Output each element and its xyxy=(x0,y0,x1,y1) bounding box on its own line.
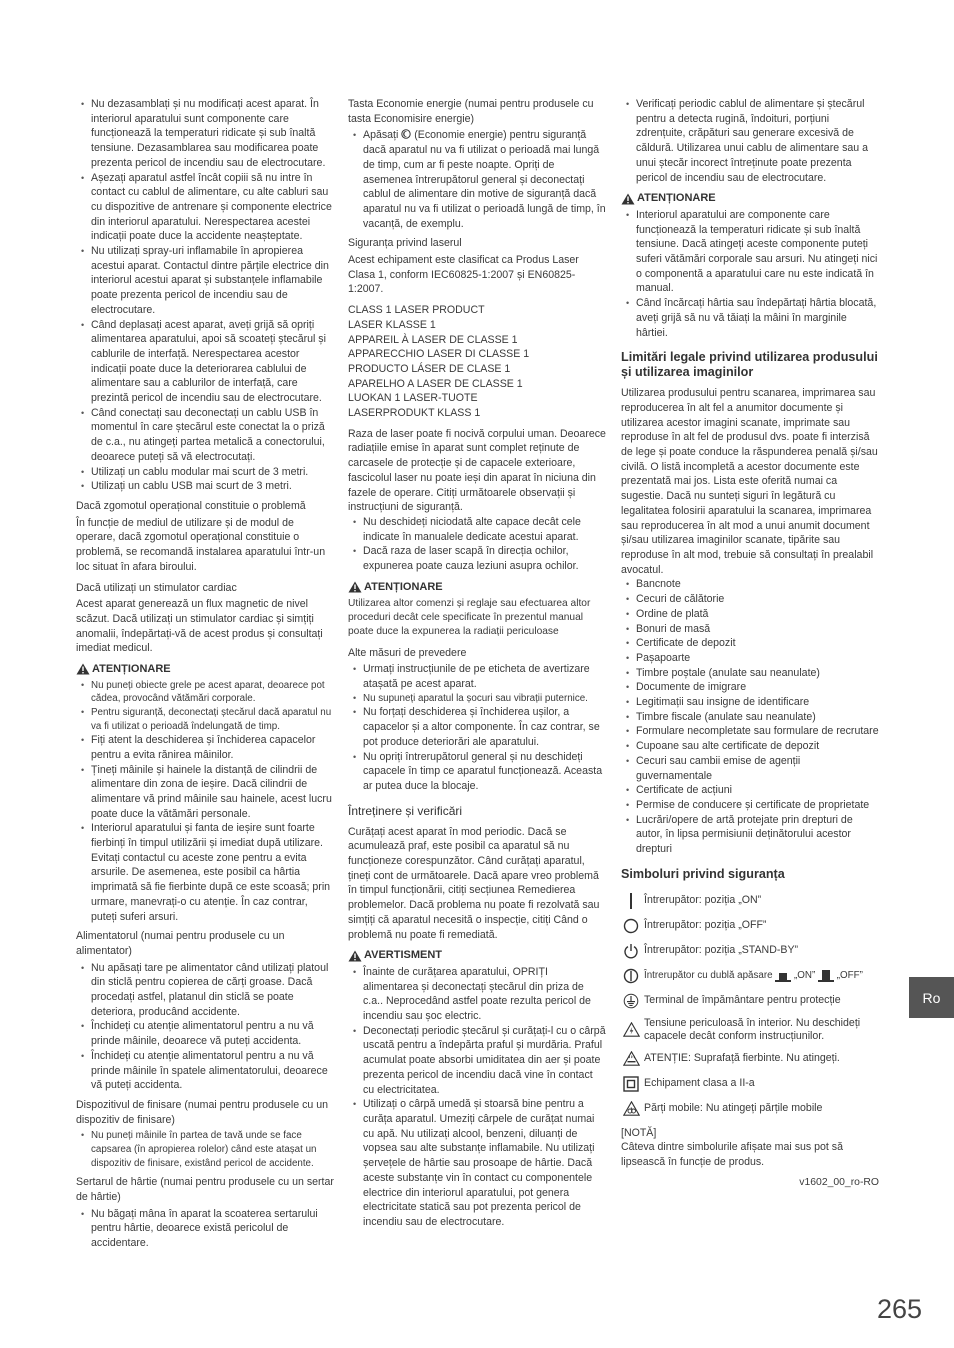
finisher-list xyxy=(76,1129,334,1170)
list-item: • Nu puneți obiecte grele pe acest aparat, deoarece pot cădea, provocând vătămări corporale. xyxy=(76,679,334,706)
laser-label: LASERPRODUKT KLASS 1 xyxy=(348,407,481,420)
caution-list-3 xyxy=(621,208,879,340)
list-item: • Utilizați un cablu modular mai scurt de 3 metri. xyxy=(76,465,334,480)
heading-legal-limitations: Limitări legale privind utilizarea produsului și utilizarea imaginilor xyxy=(621,350,878,380)
subheading-other-precautions: Alte măsuri de prevedere xyxy=(348,646,467,659)
list-item: • Bancnote xyxy=(621,577,879,592)
list-item: • Nu utilizați spray-uri inflamabile în apropierea acestui aparat. Contactul dintre părțile electrice din interiorul acestui aparat și substanțele inflamabile poate prezenta pericol de incendiu sau de electrocutare. xyxy=(76,244,334,318)
list-item: • Permise de conducere și certificate de proprietate xyxy=(621,798,879,813)
note-title: [NOTĂ] xyxy=(621,1126,657,1139)
caution-label: ATENȚIONARE xyxy=(364,580,443,593)
push-on-icon xyxy=(775,970,791,982)
energy-saver-text-pre: Apăsați xyxy=(363,129,399,142)
caution-label: ATENȚIONARE xyxy=(92,663,171,676)
symbol-row xyxy=(621,917,879,935)
list-item: • Urmați instrucțiunile de pe eticheta de avertizare atașată pe acest aparat. xyxy=(348,662,606,691)
laser-label: APARELHO A LASER DE CLASSE 1 xyxy=(348,377,523,390)
warning-triangle-icon xyxy=(76,663,90,675)
list-item: • Ordine de plată xyxy=(621,607,879,622)
list-item: • Deconectați periodic ștecărul și curățați-l cu o cârpă uscată pentru a îndepărta praful și murdăria. Praful acumulat poate absorbi umiditatea din aer și poate prezenta pericol de incendiu dacă vine în contact cu electricitatea. xyxy=(348,1024,606,1098)
subheading-energy-saver: Tasta Economie energie (numai pentru produsele cu tasta Economisire energie) xyxy=(348,98,594,125)
warning-triangle-icon xyxy=(348,950,362,962)
list-item: • Timbre fiscale (anulate sau neanulate) xyxy=(621,710,879,725)
push-off-label: „OFF” xyxy=(836,970,863,982)
list-item: • Fiți atent la deschiderea și închiderea capacelor pentru a evita rănirea mâinilor. xyxy=(76,733,334,762)
cleaning-list xyxy=(348,965,606,1230)
list-item: • Înainte de curățarea aparatului, OPRIȚI alimentarea și deconectați ștecărul din priza de c.a.. Neprocedând astfel poate rezulta pericol de incendiu sau șoc electric. xyxy=(348,965,606,1024)
subheading-feeder: Alimentatorul (numai pentru produsele cu un alimentator) xyxy=(76,930,285,957)
paragraph-legal: Utilizarea produsului pentru scanarea, imprimarea sau reproducerea în alt fel a anumitor documente și utilizarea acestor imagini scanate, imprimate sau reproduse în alt fel de produsul dvs. poate fi interzisă de lege și poate conduce la răspunderea penală și/sau civilă. O listă incompletă a acestor documente este prezentată mai jos. Lista este oferită numai ca sugestie. Dacă nu sunteți siguri în legătură cu legalitatea folosirii aparatului la scanarea, imprimarea sau reproducerea în alt mod a unui anumit document și/sau utilizarea imaginilor scanate, tipărite sau reproduse în alt mod, trebuie să consultați în prealabil avocatul. xyxy=(621,387,878,576)
list-item: • Nu opriți întrerupătorul general și nu deschideți capacele în timp ce aparatul funcționează. Aceasta ar putea duce la blocaje. xyxy=(348,750,606,794)
list-item: • Închideți cu atenție alimentatorul pentru a nu vă prinde mâinile, deoarece vă puteți accidenta. xyxy=(76,1019,334,1048)
list-item: • Utilizați o cârpă umedă și stoarsă bine pentru a curăța aparatul. Umeziți cârpele de curățat numai cu apă. Nu utilizați alcool, benzeni, diluanți de vopsea sau alte substanțe inflamabile. Nu utilizați șervețele de hârtie sau prosoape de hârtie. Dacă aceste substanțe vin în contact cu componentele electrice din interiorul aparatului, pot genera electricitate statică sau pot prezenta pericol de incendiu sau de electrocutare. xyxy=(348,1097,606,1229)
laser-label: LUOKAN 1 LASER-TUOTE xyxy=(348,392,478,405)
list-item: • Așezați aparatul astfel încât copiii să nu intre în contact cu cablul de alimentare, cu alte cabluri sau cu dispozitive de antrenare și componente electrice din interiorul aparatului. Nerespectarea acestei indicații poate duce la accidente neașteptate. xyxy=(76,171,334,245)
class-ii-icon xyxy=(623,1076,639,1092)
symbol-row xyxy=(621,992,879,1010)
subheading-noise: Dacă zgomotul operațional constituie o problemă xyxy=(76,499,306,512)
paragraph-noise: În funcție de mediul de utilizare și de modul de operare, dacă zgomotul operațional constituie o problemă, se recomandă instalarea aparatului într-un loc situat în afara biroului. xyxy=(76,516,326,573)
subheading-laser-safety: Siguranța privind laserul xyxy=(348,237,462,250)
moving-parts-icon xyxy=(623,1101,640,1116)
symbol-label: Întrerupător: poziția „STAND-BY” xyxy=(644,944,799,957)
symbol-row xyxy=(621,967,879,985)
caution-heading xyxy=(348,580,606,595)
version-code: v1602_00_ro-RO xyxy=(799,1176,879,1188)
list-item: • Când conectați sau deconectați un cablu USB în momentul în care ștecărul este conectat la o priză de c.a., nu atingeți partea metalică a conectorului, deoarece puteți să vă electrocutați. xyxy=(76,406,334,465)
symbol-row xyxy=(621,1017,879,1043)
symbol-row xyxy=(621,1075,879,1093)
paragraph-laser-class: Acest echipament este clasificat ca Produs Laser Clasa 1, conform IEC60825-1:2007 și EN60825-1:2007. xyxy=(348,254,579,296)
list-item: • Lucrări/opere de artă protejate prin drepturi de autor, în lipsa permisiunii deținătorului acestor drepturi xyxy=(621,813,879,857)
standby-icon xyxy=(623,943,639,959)
energy-saver-list xyxy=(348,128,606,231)
caution-label: ATENȚIONARE xyxy=(637,192,716,205)
heading-safety-symbols: Simboluri privind siguranța xyxy=(621,866,785,881)
column-2 xyxy=(348,97,606,1235)
ground-icon xyxy=(623,993,639,1009)
precautions-list xyxy=(348,662,606,793)
note-text: Câteva dintre simbolurile afișate mai sus pot să lipsească în funcție de produs. xyxy=(621,1141,843,1169)
symbol-label: Părți mobile: Nu atingeți părțile mobile xyxy=(644,1102,823,1115)
laser-class-labels xyxy=(348,303,606,421)
paragraph-radiation: Utilizarea altor comenzi și reglaje sau efectuarea altor proceduri decât cele specificate în prezentul manual poate duce la expunerea la radiații periculoase xyxy=(348,597,591,638)
caution-list-1 xyxy=(76,679,334,925)
restricted-documents-list xyxy=(621,577,879,856)
list-item: • Interiorul aparatului și fanta de ieșire sunt foarte fierbinți în timpul utilizării și imediat după utilizare. Evitați contactul cu aceste zone pentru a evita arsurile. De asemenea, este posibil ca hârtia imprimată să fie fierbinte după ce este scoasă; prin urmare, manevrați-o cu atenție. În caz contrar, puteți suferi arsuri. xyxy=(76,821,334,924)
subheading-paper-drawer: Sertarul de hârtie (numai pentru produsele cu un sertar de hârtie) xyxy=(76,1176,334,1203)
energy-saver-icon xyxy=(401,129,411,139)
list-item: • Documente de imigrare xyxy=(621,680,879,695)
push-push-text: Întrerupător cu dublă apăsare xyxy=(644,970,773,982)
heading-maintenance: Întreținere și verificări xyxy=(348,803,463,818)
list-item: • Dacă raza de laser scapă în direcția ochilor, expunerea poate cauza leziuni asupra ochilor. xyxy=(348,544,606,573)
list-item: • Timbre poștale (anulate sau neanulate) xyxy=(621,666,879,681)
symbol-row xyxy=(621,892,879,910)
power-off-icon xyxy=(623,918,639,934)
paragraph-laser-harm: Raza de laser poate fi nocivă corpului uman. Deoarece radiațiile emise în aparat sunt complet reținute de carcasele de protecție și de capacele exterioare, fascicolul laser nu poate ieși din aparat în niciuna din fazele de operare. Citiți următoarele observații și instrucțiuni de siguranță. xyxy=(348,427,606,514)
list-item: • Certificate de acțiuni xyxy=(621,783,879,798)
laser-label: APPARECCHIO LASER DI CLASSE 1 xyxy=(348,348,530,361)
list-item: • Utilizați un cablu USB mai scurt de 3 metri. xyxy=(76,479,334,494)
list-item xyxy=(348,128,606,231)
caution-heading xyxy=(76,662,334,677)
safety-list-1 xyxy=(76,97,334,494)
list-item: • Nu forțați deschiderea și închiderea ușilor, a capacelor și a altor componente. În caz contrar, se pot produce deteriorări ale aparatului. xyxy=(348,705,606,749)
list-item: • Formulare necompletate sau formulare de recrutare xyxy=(621,724,879,739)
symbol-row xyxy=(621,1050,879,1068)
symbol-label: ATENȚIE: Suprafață fierbinte. Nu atingeți. xyxy=(644,1052,840,1065)
list-item: • Cecuri de călătorie xyxy=(621,592,879,607)
paper-drawer-list xyxy=(76,1207,334,1251)
page-number: 265 xyxy=(876,1294,922,1324)
list-item: • Verificați periodic cablul de alimentare și ștecărul pentru a detecta rugină, îndoituri, porțiuni zdrențuite, crăpături sau generare excesivă de căldură. Utilizarea unui cablu de alimentare sau a unui ștecăr incorect întreținute poate prezenta pericol de incendiu sau de electrocutare. xyxy=(621,97,879,185)
symbol-label xyxy=(644,969,863,982)
list-item: • Bonuri de masă xyxy=(621,622,879,637)
laser-label: PRODUCTO LÁSER DE CLASE 1 xyxy=(348,362,511,375)
column-1 xyxy=(76,97,334,1256)
warning-triangle-icon xyxy=(621,193,635,205)
list-item: • Închideți cu atenție alimentatorul pentru a nu vă prinde mâinile în spatele alimentatorului, deoarece vă puteți accidenta. xyxy=(76,1049,334,1093)
symbol-label: Întrerupător: poziția „OFF” xyxy=(644,919,767,932)
list-item: • Certificate de depozit xyxy=(621,636,879,651)
laser-list xyxy=(348,515,606,574)
list-item: • Când încărcați hârtia sau îndepărtați hârtia blocată, aveți grijă să nu vă tăiați la mâini în marginile hârtiei. xyxy=(621,296,879,340)
list-item: • Pașapoarte xyxy=(621,651,879,666)
list-item: • Nu dezasamblați și nu modificați acest aparat. În interiorul aparatului sunt componente care funcționează la temperaturi ridicate și sub înaltă tensiune. Dezasamblarea sau modificarea poate prezenta pericol de incendiu sau de electrocutare. xyxy=(76,97,334,171)
push-on-label: „ON” xyxy=(794,970,816,982)
push-push-icon xyxy=(623,968,639,984)
list-item: • Nu puneți mâinile în partea de tavă unde se face capsarea (în apropierea rolelor) când este atașat un dispozitiv de finisare, existând pericol de accidente. xyxy=(76,1129,334,1170)
list-item: • Nu supuneți aparatul la șocuri sau vibrații puternice. xyxy=(348,692,606,706)
list-item: • Legitimații sau insigne de identificare xyxy=(621,695,879,710)
list-item: • Țineți mâinile și hainele la distanță de cilindrii de alimentare din zona de ieșire. Dacă cilindrii de alimentare vă prind mâinile sau hainele, acest lucru poate duce la vătămări personale. xyxy=(76,763,334,822)
list-item: • Cecuri sau cambii emise de agenții guvernamentale xyxy=(621,754,879,783)
hot-surface-icon xyxy=(623,1051,640,1066)
symbol-label: Întrerupător: poziția „ON” xyxy=(644,894,762,907)
list-item: • Nu deschideți niciodată alte capace decât cele indicate în manualele dedicate acestui aparat. xyxy=(348,515,606,544)
list-item: • Când deplasați acest aparat, aveți grijă să opriți alimentarea aparatului, apoi să scoateți ștecărul și cablurile de interfață. Nerespectarea acestor indicații poate duce la deteriorarea cablului de alimentare sau a cablurilor de interfață, care prezintă pericol de incendiu sau de electrocutare. xyxy=(76,318,334,406)
feeder-list xyxy=(76,961,334,1093)
list-item: • Pentru siguranță, deconectați ștecărul dacă aparatul nu va fi utilizat o perioadă îndelungată de timp. xyxy=(76,706,334,733)
laser-label: CLASS 1 LASER PRODUCT xyxy=(348,304,485,317)
paragraph-maintenance: Curățați acest aparat în mod periodic. Dacă se acumulează praf, este posibil ca aparatul să nu funcționeze corespunzător. Când curățați aparatul, țineți cont de următoarele. Dacă apare vreo problemă în timpul funcționării, citiți secțiunea Remedierea problemelor. Dacă problema nu poate fi rezolvată sau simțiți că aparatul necesită o inspecție, citiți Când o problemă nu poate fi remediată. xyxy=(348,825,600,941)
symbol-row xyxy=(621,942,879,960)
power-cord-list xyxy=(621,97,879,185)
warning-heading xyxy=(348,948,606,963)
column-3 xyxy=(621,97,879,1191)
laser-label: LASER KLASSE 1 xyxy=(348,318,436,331)
symbol-label: Tensiune periculoasă în interior. Nu deschideți capacele decât conform instrucțiunilor. xyxy=(644,1016,861,1042)
warning-triangle-icon xyxy=(348,581,362,593)
symbol-label: Echipament clasa a II-a xyxy=(644,1077,755,1090)
push-off-icon xyxy=(818,970,834,982)
paragraph-pacemaker: Acest aparat generează un flux magnetic de nivel scăzut. Dacă utilizați un stimulator cardiac și simțiți anomalii, îndepărtați-vă de acest produs și consultați imediat medicul. xyxy=(76,598,323,655)
energy-saver-text-post: (Economie energie) pentru siguranță dacă aparatul nu va fi utilizat o perioadă mai lungă de timp, cum ar fi peste noapte. Opriți de asemenea întrerupătorul general și deconectați cablul de alimentare din motive de siguranță dacă aparatul nu va fi utilizat o perioadă lungă de timp, în vacanță, de exemplu. xyxy=(363,129,606,230)
hazard-voltage-icon xyxy=(623,1022,640,1037)
list-item: • Interiorul aparatului are componente care funcționează la temperaturi ridicate și sub înaltă tensiune. Dacă atingeți aceste componente puteți suferi vătămări corporale sau arsuri. Nu atingeți nici o componentă a aparatului care nu este indicată în manual. xyxy=(621,208,879,296)
subheading-pacemaker: Dacă utilizați un stimulator cardiac xyxy=(76,581,237,594)
power-on-icon xyxy=(628,893,634,909)
caution-heading xyxy=(621,191,879,206)
list-item: • Cupoane sau alte certificate de depozit xyxy=(621,739,879,754)
symbol-label: Terminal de împământare pentru protecție xyxy=(644,994,841,1007)
language-tab[interactable]: Ro xyxy=(909,977,954,1018)
symbol-row xyxy=(621,1100,879,1118)
laser-label: APPAREIL À LASER DE CLASSE 1 xyxy=(348,333,518,346)
list-item: • Nu băgați mâna în aparat la scoaterea sertarului pentru hârtie, deoarece există pericolul de accidentare. xyxy=(76,1207,334,1251)
warning-label: AVERTISMENT xyxy=(364,949,443,962)
list-item: • Nu apăsați tare pe alimentator când utilizați platoul din sticlă pentru copierea de cărți groase. Dacă procedați astfel, platanul din sticlă se poate deteriora, producând accidente. xyxy=(76,961,334,1020)
subheading-finisher: Dispozitivul de finisare (numai pentru produsele cu un dispozitiv de finisare) xyxy=(76,1098,329,1126)
